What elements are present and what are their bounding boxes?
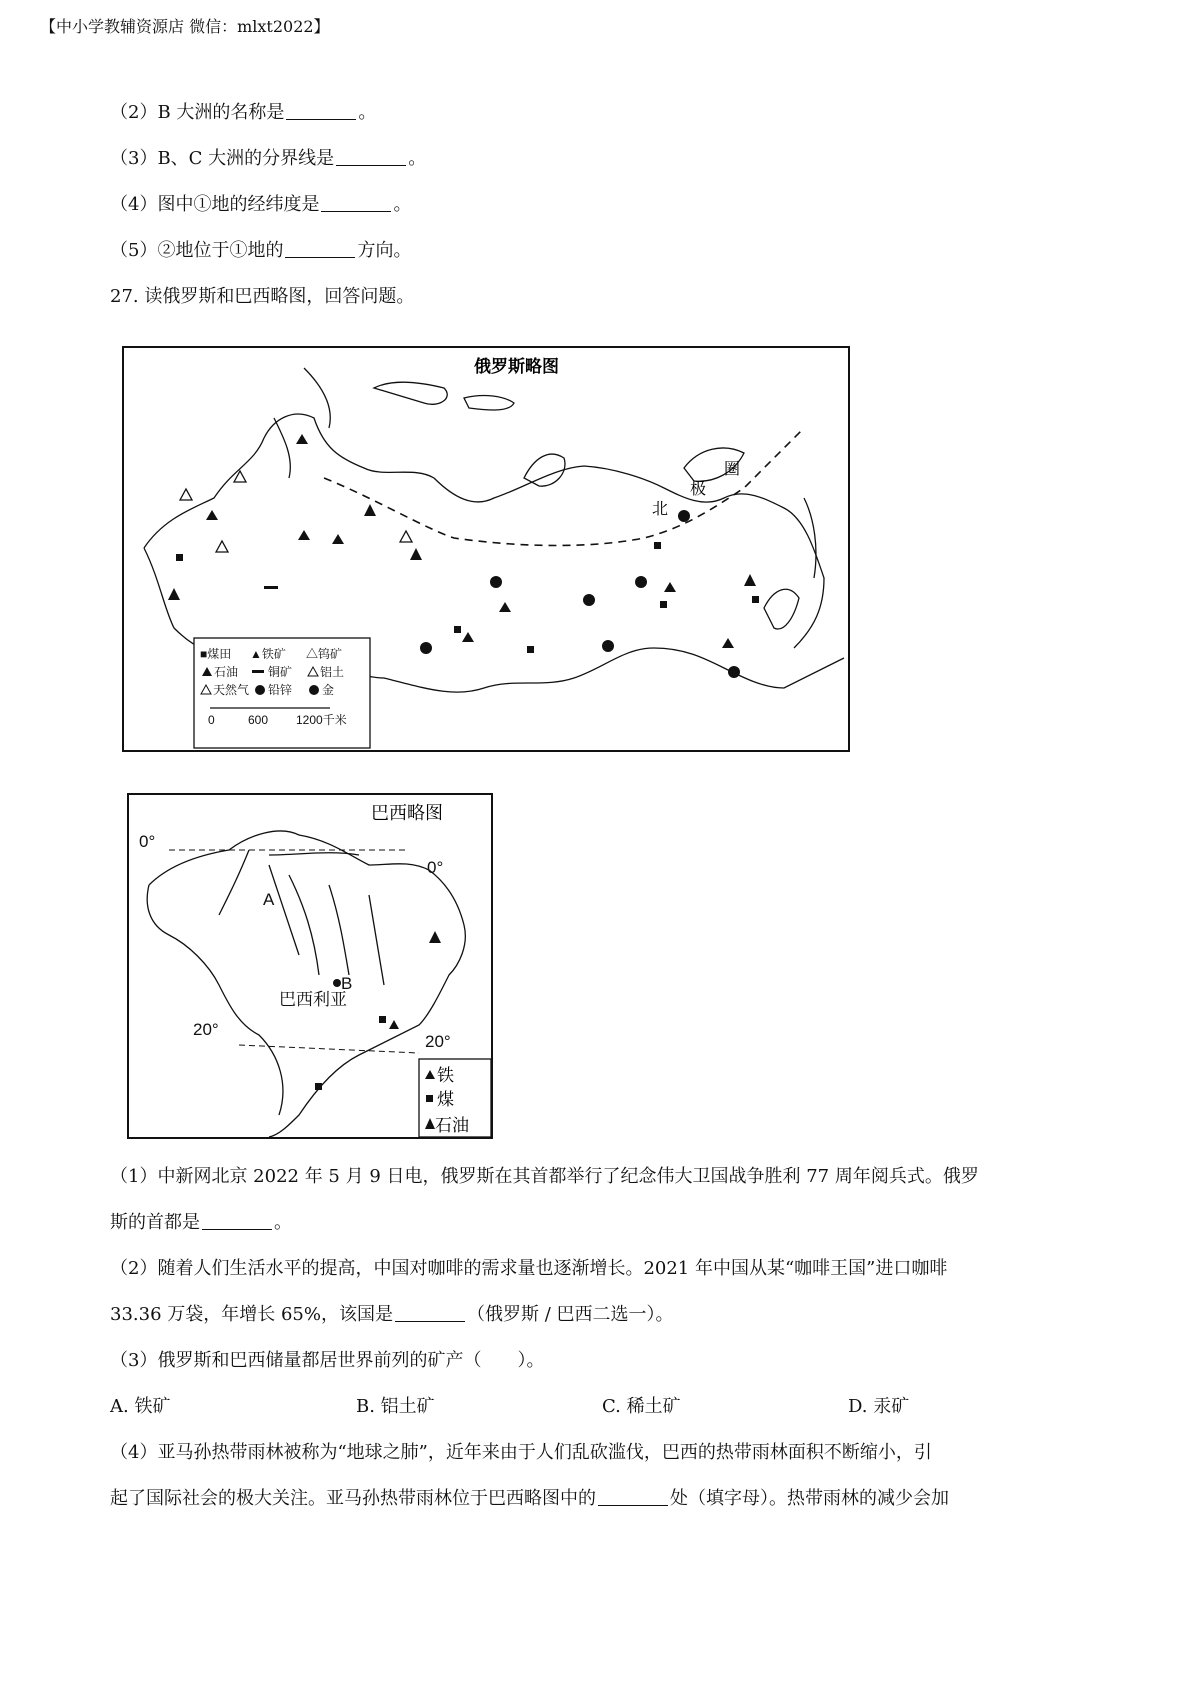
q27-2-text: 33.36 万袋，年增长 65%，该国是 [110, 1304, 393, 1325]
lat-20-right: 20° [425, 1032, 451, 1051]
q27-stem: 27. 读俄罗斯和巴西略图，回答问题。 [110, 286, 415, 307]
arctic-label-1: 圈 [724, 461, 741, 478]
iron-symbol [296, 434, 308, 444]
legend-iron: ▲铁矿 [250, 647, 286, 661]
q26-item-2 [110, 100, 376, 126]
q27-1-line2 [110, 1210, 292, 1236]
gold-symbol [678, 510, 690, 522]
q27-3-option-b[interactable]: B. 铝土矿 [356, 1396, 435, 1417]
q26-item-2-text: （2）B 大洲的名称是 [110, 102, 285, 123]
q26-item-3-text: （3）B、C 大洲的分界线是 [110, 148, 335, 169]
q27-2-end: （俄罗斯 / 巴西二选一）。 [466, 1304, 674, 1325]
legend-iron: 铁 [437, 1066, 454, 1085]
q26-item-5-text: （5）②地位于①地的 [110, 240, 284, 261]
legend-coal: 煤 [437, 1090, 454, 1109]
legend-coal-icon [426, 1095, 433, 1102]
q26-item-3-end: 。 [408, 148, 427, 169]
q27-3-option-a[interactable]: A. 铁矿 [110, 1396, 171, 1417]
iron-symbol [462, 632, 474, 642]
brazil-map-title: 巴西略图 [371, 803, 443, 823]
leadzinc-symbol [420, 642, 432, 654]
iron-symbol [499, 602, 511, 612]
answer-blank[interactable] [202, 1211, 272, 1230]
answer-blank[interactable] [395, 1303, 465, 1322]
q27-1-end: 。 [274, 1212, 292, 1233]
q27-2-line1: （2）随着人们生活水平的提高，中国对咖啡的需求量也逐渐增长。2021 年中国从某“咖啡王国”进口咖啡 [110, 1258, 948, 1279]
coal-symbol [315, 1083, 322, 1090]
coal-symbol [176, 554, 183, 561]
lat-20-left: 20° [193, 1020, 219, 1039]
oil-symbol [364, 504, 376, 516]
arctic-label-3: 北 [652, 501, 669, 518]
legend-gas: 天然气 [213, 683, 250, 697]
page-header: 【中小学教辅资源店 微信：mlxt2022】 [40, 17, 330, 36]
q26-item-5-end: 方向。 [357, 240, 412, 261]
answer-blank[interactable] [598, 1487, 668, 1506]
gold-symbol [602, 640, 614, 652]
answer-blank[interactable] [321, 193, 391, 212]
legend-gold: 金 [322, 683, 335, 697]
gas-symbol [180, 489, 192, 500]
scale-label-1200: 1200千米 [296, 713, 347, 727]
lat-0-left: 0° [139, 832, 156, 851]
q26-item-4-end: 。 [393, 194, 412, 215]
scale-label-600: 600 [248, 713, 269, 727]
coal-symbol [660, 601, 667, 608]
gas-symbol [216, 541, 228, 552]
gold-symbol [635, 576, 647, 588]
point-a-label: A [263, 890, 275, 909]
lat-0-right: 0° [427, 858, 444, 877]
legend-oil: 石油 [435, 1116, 469, 1135]
legend-coal: ■煤田 [200, 647, 232, 661]
copper-symbol [264, 586, 278, 589]
q27-1-text: 斯的首都是 [110, 1212, 200, 1233]
q27-4-line2 [110, 1486, 949, 1512]
iron-symbol [664, 582, 676, 592]
q27-3-option-d[interactable]: D. 汞矿 [848, 1396, 910, 1417]
legend-leadzinc-icon [255, 685, 265, 695]
oil-symbol [410, 548, 422, 560]
leadzinc-symbol [728, 666, 740, 678]
point-b-label: B [341, 974, 353, 993]
oil-symbol [429, 931, 441, 943]
gold-symbol [490, 576, 502, 588]
q26-item-2-end: 。 [358, 102, 377, 123]
q27-4-end: 处（填字母）。热带雨林的减少会加 [670, 1488, 949, 1509]
gold-symbol [583, 594, 595, 606]
iron-symbol [389, 1020, 399, 1029]
russia-legend [194, 638, 370, 748]
coal-symbol [752, 596, 759, 603]
iron-symbol [332, 534, 344, 544]
q27-4-line1: （4）亚马孙热带雨林被称为“地球之肺”，近年来由于人们乱砍滥伐，巴西的热带雨林面积不断缩小，引 [110, 1442, 932, 1463]
capital-point [333, 979, 341, 987]
q27-3-option-c[interactable]: C. 稀土矿 [602, 1396, 681, 1417]
answer-blank[interactable] [336, 147, 406, 166]
legend-leadzinc: 铅锌 [268, 683, 293, 697]
q26-item-4 [110, 192, 411, 218]
q27-2-line2 [110, 1302, 674, 1328]
legend-oil: 石油 [214, 665, 239, 679]
legend-copper-icon [252, 670, 264, 673]
coal-symbol [527, 646, 534, 653]
q26-item-4-text: （4）图中①地的经纬度是 [110, 194, 320, 215]
brazil-map [127, 793, 493, 1139]
answer-blank[interactable] [285, 239, 355, 258]
iron-symbol [722, 638, 734, 648]
tropic-line [239, 1045, 419, 1053]
iron-symbol [206, 510, 218, 520]
russia-map [122, 346, 850, 752]
arctic-circle-line [324, 428, 804, 546]
legend-gold-icon [309, 685, 319, 695]
arctic-label-2: 极 [690, 481, 707, 498]
russia-map-title: 俄罗斯略图 [474, 357, 559, 376]
q27-4-text: 起了国际社会的极大关注。亚马孙热带雨林位于巴西略图中的 [110, 1488, 596, 1509]
capital-label: 巴西利亚 [279, 990, 347, 1009]
answer-blank[interactable] [286, 101, 356, 120]
q27-1-line1: （1）中新网北京 2022 年 5 月 9 日电，俄罗斯在其首都举行了纪念伟大卫国战争胜利 77 周年阅兵式。俄罗 [110, 1166, 979, 1187]
legend-copper: 铜矿 [268, 665, 293, 679]
q27-3-stem: （3）俄罗斯和巴西储量都居世界前列的矿产（ ）。 [110, 1350, 545, 1371]
brazil-legend [419, 1059, 491, 1137]
oil-symbol [168, 588, 180, 600]
scale-label-0: 0 [208, 713, 215, 727]
legend-tungsten: △钨矿 [306, 647, 343, 661]
iron-symbol [298, 530, 310, 540]
oil-symbol [744, 574, 756, 586]
gas-symbol [400, 531, 412, 542]
coal-symbol [454, 626, 461, 633]
coal-symbol [654, 542, 661, 549]
gas-symbols [180, 471, 412, 552]
brazil-outline [147, 831, 465, 1137]
q26-item-5 [110, 238, 411, 264]
legend-bauxite: 铝土 [320, 665, 345, 679]
russia-map-drawing [124, 348, 848, 750]
brazil-map-drawing [129, 795, 491, 1137]
coal-symbol [379, 1016, 386, 1023]
q26-item-3 [110, 146, 426, 172]
